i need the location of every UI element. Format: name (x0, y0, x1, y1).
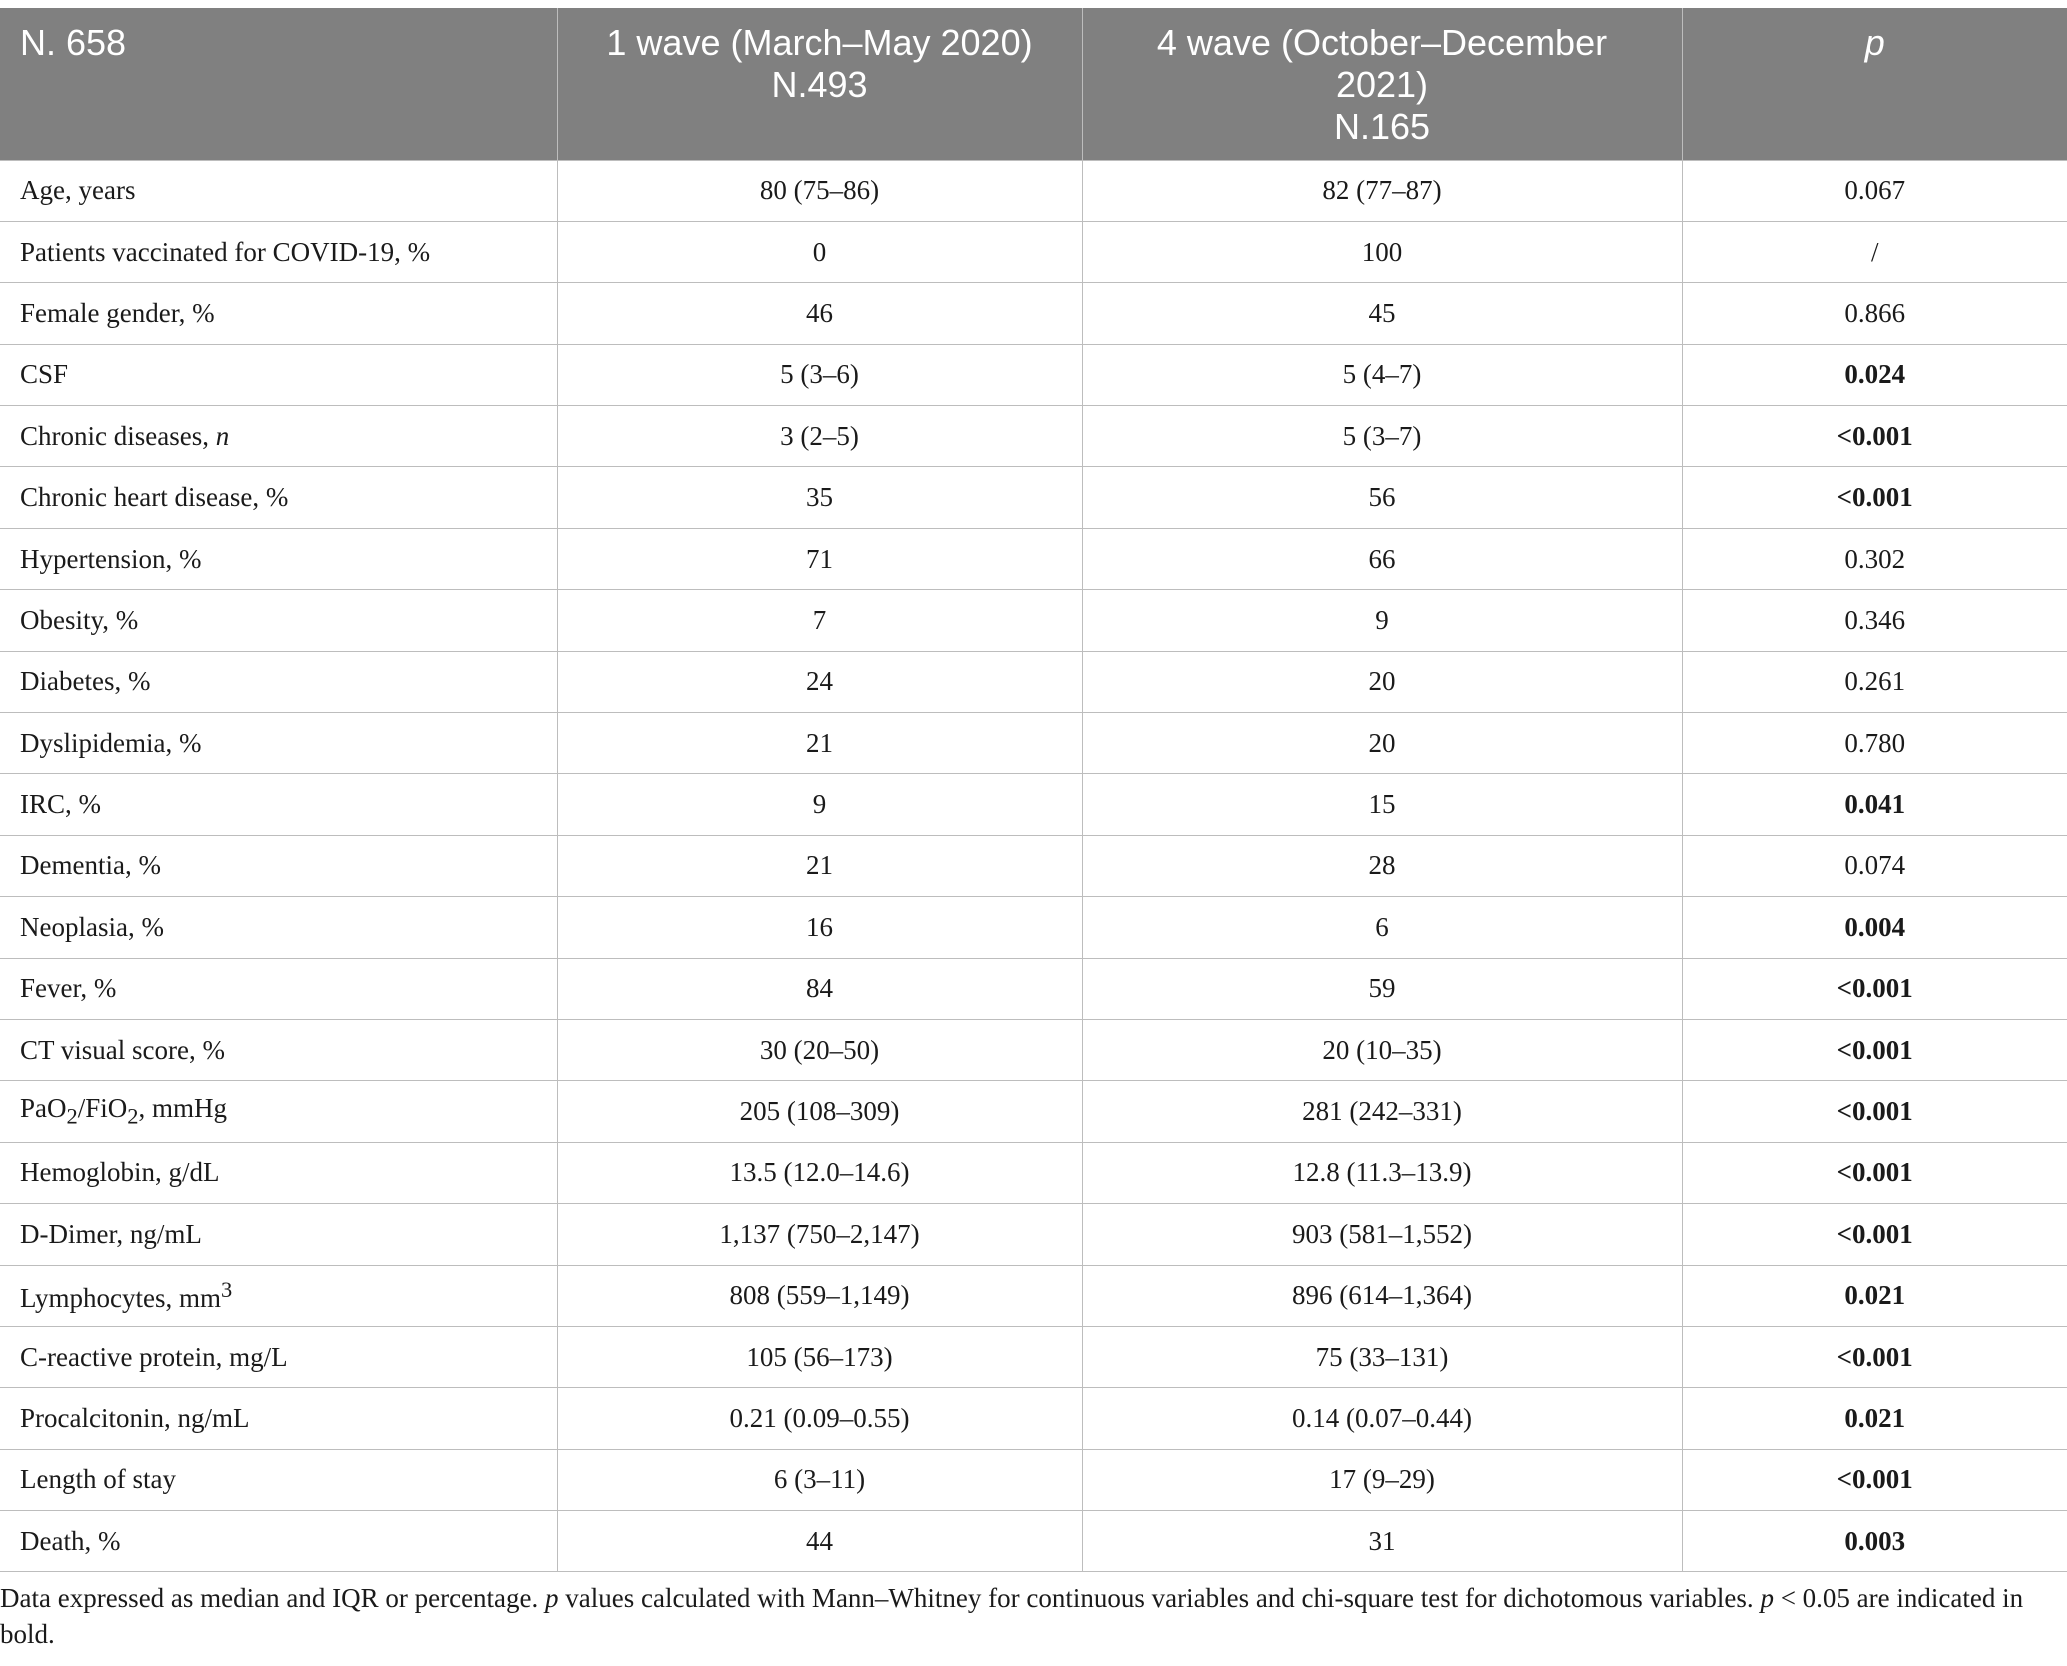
wave-1-value: 71 (557, 528, 1082, 589)
footnote-text-3: < 0.05 are indicated in (1773, 1583, 2024, 1613)
table-row (0, 160, 2067, 221)
wave-1-value: 21 (557, 713, 1082, 774)
p-value: 0.003 (1682, 1511, 2067, 1572)
table-footnote (0, 1580, 2040, 1652)
p-value: <0.001 (1682, 406, 2067, 467)
table-row (0, 1511, 2067, 1572)
wave-1-value: 46 (557, 283, 1082, 344)
row-label-subscript: 2 (127, 1103, 139, 1129)
p-value: 0.302 (1682, 528, 2067, 589)
wave-1-value: 7 (557, 590, 1082, 651)
table-row (0, 897, 2067, 958)
wave-1-value: 5 (3–6) (557, 344, 1082, 405)
row-label (0, 406, 557, 467)
table-row (0, 221, 2067, 282)
row-label: CSF (0, 344, 557, 405)
row-label: Death, % (0, 1511, 557, 1572)
header-wave-1-count: N.493 (771, 64, 868, 105)
wave-1-value: 0.21 (0.09–0.55) (557, 1388, 1082, 1449)
row-label: Fever, % (0, 958, 557, 1019)
footnote-p-symbol-1: p (545, 1583, 559, 1613)
p-value: 0.021 (1682, 1388, 2067, 1449)
table-row (0, 283, 2067, 344)
wave-4-value: 45 (1082, 283, 1682, 344)
row-label: IRC, % (0, 774, 557, 835)
data-table (0, 8, 2067, 1572)
wave-4-value: 56 (1082, 467, 1682, 528)
p-value: 0.780 (1682, 713, 2067, 774)
table-row (0, 835, 2067, 896)
wave-4-value: 59 (1082, 958, 1682, 1019)
wave-4-value: 0.14 (0.07–0.44) (1082, 1388, 1682, 1449)
wave-1-value: 3 (2–5) (557, 406, 1082, 467)
row-label: Patients vaccinated for COVID-19, % (0, 221, 557, 282)
table-row (0, 1204, 2067, 1265)
p-value: 0.074 (1682, 835, 2067, 896)
wave-1-value: 16 (557, 897, 1082, 958)
row-label: Hemoglobin, g/dL (0, 1142, 557, 1203)
table-row (0, 406, 2067, 467)
p-value: 0.004 (1682, 897, 2067, 958)
row-label: CT visual score, % (0, 1019, 557, 1080)
row-label-text: Chronic diseases, (20, 420, 216, 451)
table-row (0, 467, 2067, 528)
row-label: Obesity, % (0, 590, 557, 651)
row-label-superscript: 3 (220, 1277, 233, 1303)
table-row (0, 1388, 2067, 1449)
table-row (0, 344, 2067, 405)
row-label: Dementia, % (0, 835, 557, 896)
wave-4-value: 281 (242–331) (1082, 1081, 1682, 1142)
table-row (0, 1019, 2067, 1080)
table-row (0, 528, 2067, 589)
wave-4-value: 66 (1082, 528, 1682, 589)
row-label-text: , mmHg (138, 1093, 228, 1124)
row-label: C-reactive protein, mg/L (0, 1326, 557, 1387)
wave-1-value: 84 (557, 958, 1082, 1019)
table-row (0, 958, 2067, 1019)
header-cohort: N. 658 (0, 8, 557, 160)
wave-4-value: 15 (1082, 774, 1682, 835)
row-label: Dyslipidemia, % (0, 713, 557, 774)
wave-4-value: 28 (1082, 835, 1682, 896)
header-row (0, 8, 2067, 160)
row-label: Female gender, % (0, 283, 557, 344)
wave-4-value: 20 (1082, 651, 1682, 712)
wave-4-value: 20 (1082, 713, 1682, 774)
footnote-text-2: values calculated with Mann–Whitney for continuous variables and chi-square test for dichotomous variables. (558, 1583, 1761, 1613)
p-value: <0.001 (1682, 467, 2067, 528)
wave-4-value: 896 (614–1,364) (1082, 1265, 1682, 1326)
row-label-text: Lymphocytes, mm (20, 1283, 221, 1314)
header-wave-4 (1082, 8, 1682, 160)
wave-1-value: 1,137 (750–2,147) (557, 1204, 1082, 1265)
row-label (0, 1081, 557, 1142)
p-value: <0.001 (1682, 1019, 2067, 1080)
table-row (0, 1449, 2067, 1510)
p-value: 0.261 (1682, 651, 2067, 712)
footnote-p-symbol-2: p (1760, 1583, 1774, 1613)
row-label: D-Dimer, ng/mL (0, 1204, 557, 1265)
p-value: <0.001 (1682, 1326, 2067, 1387)
row-label: Neoplasia, % (0, 897, 557, 958)
table-row (0, 1326, 2067, 1387)
row-label-text: PaO (20, 1093, 67, 1124)
wave-4-value: 31 (1082, 1511, 1682, 1572)
wave-1-value: 24 (557, 651, 1082, 712)
wave-4-value: 9 (1082, 590, 1682, 651)
row-label: Age, years (0, 160, 557, 221)
header-wave-1-period: 1 wave (March–May 2020) (606, 22, 1033, 63)
wave-1-value: 6 (3–11) (557, 1449, 1082, 1510)
p-value: <0.001 (1682, 1449, 2067, 1510)
table-row (0, 713, 2067, 774)
p-value: 0.024 (1682, 344, 2067, 405)
p-value: <0.001 (1682, 1142, 2067, 1203)
wave-4-value: 75 (33–131) (1082, 1326, 1682, 1387)
wave-1-value: 21 (557, 835, 1082, 896)
wave-4-value: 100 (1082, 221, 1682, 282)
wave-4-value: 903 (581–1,552) (1082, 1204, 1682, 1265)
p-value: <0.001 (1682, 958, 2067, 1019)
wave-1-value: 44 (557, 1511, 1082, 1572)
header-p-value: p (1682, 8, 2067, 160)
wave-1-value: 808 (559–1,149) (557, 1265, 1082, 1326)
table-row (0, 774, 2067, 835)
wave-4-value: 5 (4–7) (1082, 344, 1682, 405)
header-wave-1 (557, 8, 1082, 160)
table-row (0, 590, 2067, 651)
header-wave-4-count: N.165 (1333, 106, 1431, 147)
wave-4-value: 20 (10–35) (1082, 1019, 1682, 1080)
p-value: <0.001 (1682, 1204, 2067, 1265)
row-label: Hypertension, % (0, 528, 557, 589)
row-label: Length of stay (0, 1449, 557, 1510)
row-label (0, 1265, 557, 1326)
p-value: 0.021 (1682, 1265, 2067, 1326)
wave-4-value: 17 (9–29) (1082, 1449, 1682, 1510)
wave-1-value: 9 (557, 774, 1082, 835)
row-label-subscript: 2 (66, 1103, 78, 1129)
p-value: <0.001 (1682, 1081, 2067, 1142)
wave-4-value: 12.8 (11.3–13.9) (1082, 1142, 1682, 1203)
wave-1-value: 13.5 (12.0–14.6) (557, 1142, 1082, 1203)
p-value: 0.067 (1682, 160, 2067, 221)
table-row (0, 651, 2067, 712)
row-label-text: /FiO (77, 1093, 128, 1124)
wave-4-value: 82 (77–87) (1082, 160, 1682, 221)
p-value: / (1682, 221, 2067, 282)
p-value: 0.866 (1682, 283, 2067, 344)
wave-1-value: 35 (557, 467, 1082, 528)
table-row (0, 1265, 2067, 1326)
table-row (0, 1142, 2067, 1203)
header-wave-4-period: 4 wave (October–December (1156, 22, 1608, 63)
table-row (0, 1081, 2067, 1142)
wave-1-value: 105 (56–173) (557, 1326, 1082, 1387)
wave-4-value: 5 (3–7) (1082, 406, 1682, 467)
wave-1-value: 30 (20–50) (557, 1019, 1082, 1080)
wave-1-value: 205 (108–309) (557, 1081, 1082, 1142)
header-wave-4-year: 2021) (1335, 64, 1429, 105)
row-label-italic: n (215, 420, 230, 451)
footnote-text-4: bold. (0, 1619, 55, 1649)
wave-4-value: 6 (1082, 897, 1682, 958)
footnote-text-1: Data expressed as median and IQR or percentage. (0, 1583, 546, 1613)
row-label: Diabetes, % (0, 651, 557, 712)
p-value: 0.041 (1682, 774, 2067, 835)
row-label: Chronic heart disease, % (0, 467, 557, 528)
wave-1-value: 0 (557, 221, 1082, 282)
wave-1-value: 80 (75–86) (557, 160, 1082, 221)
row-label: Procalcitonin, ng/mL (0, 1388, 557, 1449)
p-value: 0.346 (1682, 590, 2067, 651)
